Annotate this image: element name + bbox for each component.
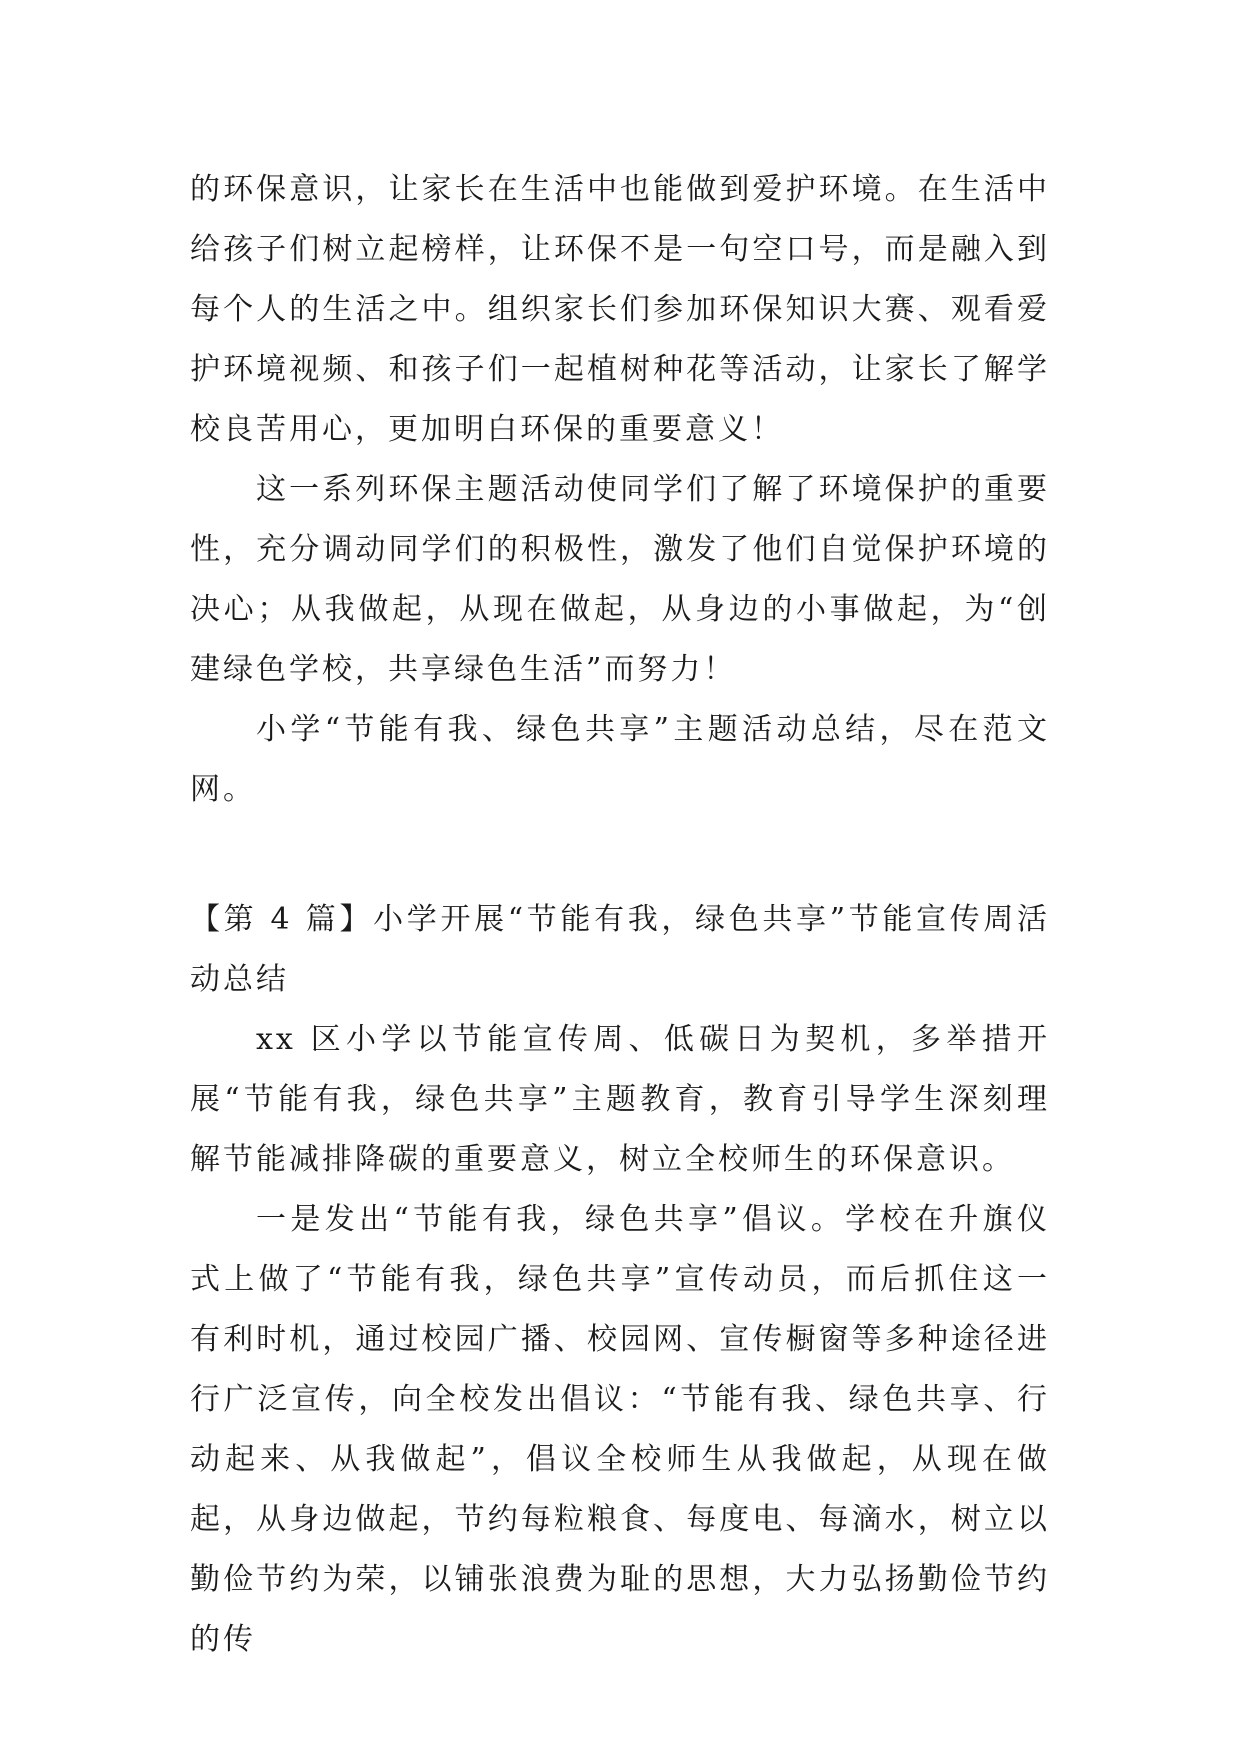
paragraph-intro: xx 区小学以节能宣传周、低碳日为契机，多举措开展“节能有我，绿色共享”主题教育，教育引导学生深刻理解节能减排降碳的重要意义，树立全校师生的环保意识。 — [190, 1022, 1050, 1177]
paragraph-continuation: 的环保意识，让家长在生活中也能做到爱护环境。在生活中给孩子们树立起榜样，让环保不是一句空口号，而是融入到每个人的生活之中。组织家长们参加环保知识大赛、观看爱护环境视频、和孩子们一起植树种花等活动，让家长了解学校良苦用心，更加明白环保的重要意义！ — [190, 172, 1050, 447]
section-spacer — [190, 820, 1050, 890]
section-heading: 【第 4 篇】小学开展“节能有我，绿色共享”节能宣传周活动总结 — [190, 902, 1050, 997]
paragraph-activity-summary: 这一系列环保主题活动使同学们了解了环境保护的重要性，充分调动同学们的积极性，激发了他们自觉保护环境的决心；从我做起，从现在做起，从身边的小事做起，为“创建绿色学校，共享绿色生活”而努力！ — [190, 472, 1050, 687]
document-body — [190, 160, 1050, 1670]
paragraph-initiative: 一是发出“节能有我，绿色共享”倡议。学校在升旗仪式上做了“节能有我，绿色共享”宣传动员，而后抓住这一有利时机，通过校园广播、校园网、宣传橱窗等多种途径进行广泛宣传，向全校发出倡议：“节能有我、绿色共享、行动起来、从我做起”，倡议全校师生从我做起，从现在做起，从身边做起，节约每粒粮食、每度电、每滴水，树立以勤俭节约为荣，以铺张浪费为耻的思想，大力弘扬勤俭节约的传 — [190, 1202, 1050, 1657]
paragraph-closing: 小学“节能有我、绿色共享”主题活动总结，尽在范文网。 — [190, 712, 1050, 807]
